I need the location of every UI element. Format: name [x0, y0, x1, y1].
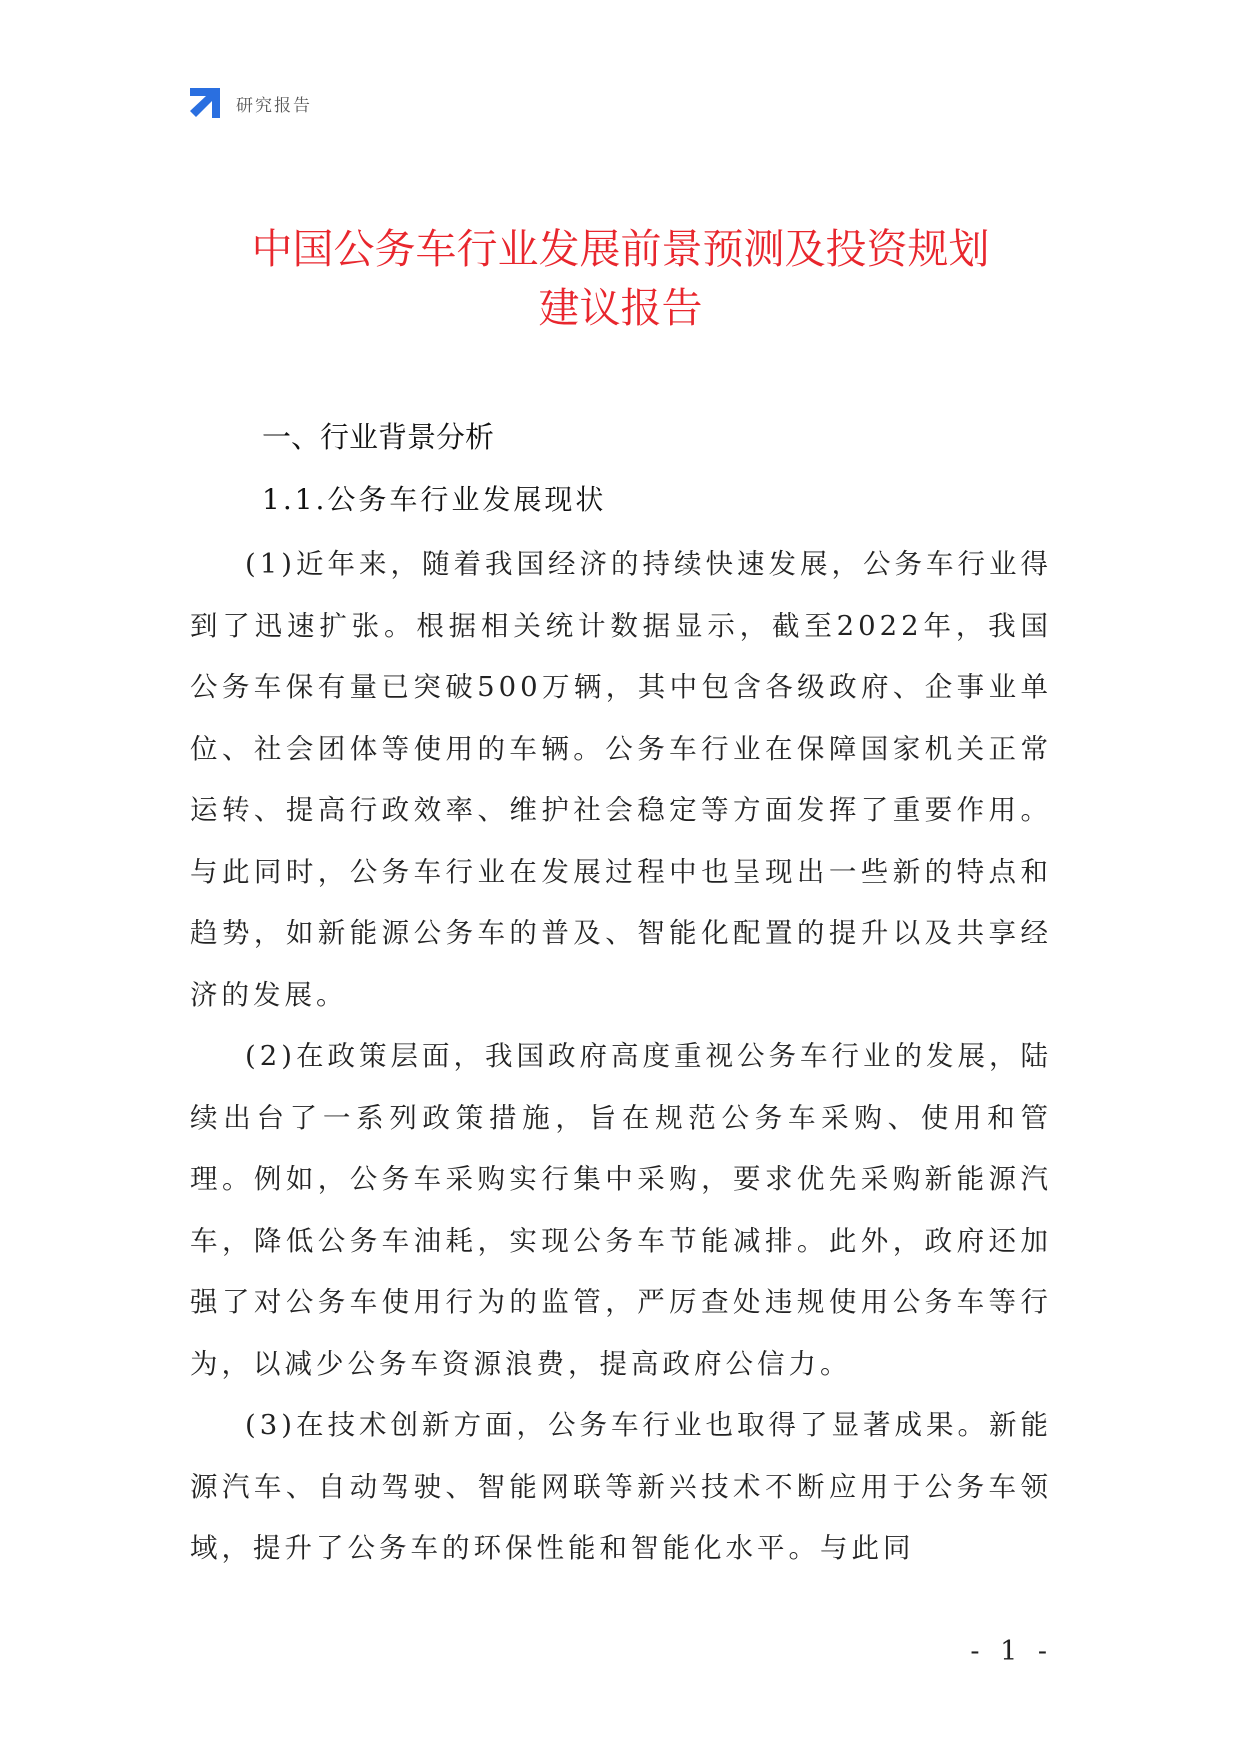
report-header: [188, 86, 312, 120]
paragraph-3: (3)在技术创新方面，公务车行业也取得了显著成果。新能源汽车、自动驾驶、智能网联等新兴技术不断应用于公务车领域，提升了公务车的环保性能和智能化水平。与此同: [190, 1409, 1052, 1564]
paragraph-2: (2)在政策层面，我国政府高度重视公务车行业的发展，陆续出台了一系列政策措施，旨在规范公务车采购、使用和管理。例如，公务车采购实行集中采购，要求优先采购新能源汽车，降低公务车油耗，实现公务车节能减排。此外，政府还加强了对公务车使用行为的监管，严厉查处违规使用公务车等行为，以减少公务车资源浪费，提高政府公信力。: [190, 1040, 1052, 1380]
subsection-heading: 1.1.公务车行业发展现状: [262, 483, 607, 516]
report-title-line-2: 建议报告: [538, 284, 703, 332]
paragraph-1: (1)近年来，随着我国经济的持续快速发展，公务车行业得到了迅速扩张。根据相关统计数据显示，截至2022年，我国公务车保有量已突破500万辆，其中包含各级政府、企事业单位、社会团体等使用的车辆。公务车行业在保障国家机关正常运转、提高行政效率、维护社会稳定等方面发挥了重要作用。与此同时，公务车行业在发展过程中也呈现出一些新的特点和趋势，如新能源公务车的普及、智能化配置的提升以及共享经济的发展。: [190, 548, 1052, 1011]
header-label: 研究报告: [236, 95, 312, 116]
report-title-line-1: 中国公务车行业发展前景预测及投资规划: [251, 225, 990, 273]
page-number: - 1 -: [970, 1636, 1053, 1667]
section-heading: 一、行业背景分析: [262, 420, 495, 454]
report-title: [150, 220, 1091, 338]
diagonal-arrow-logo-icon: [188, 86, 222, 120]
body-text: [190, 534, 1052, 1580]
